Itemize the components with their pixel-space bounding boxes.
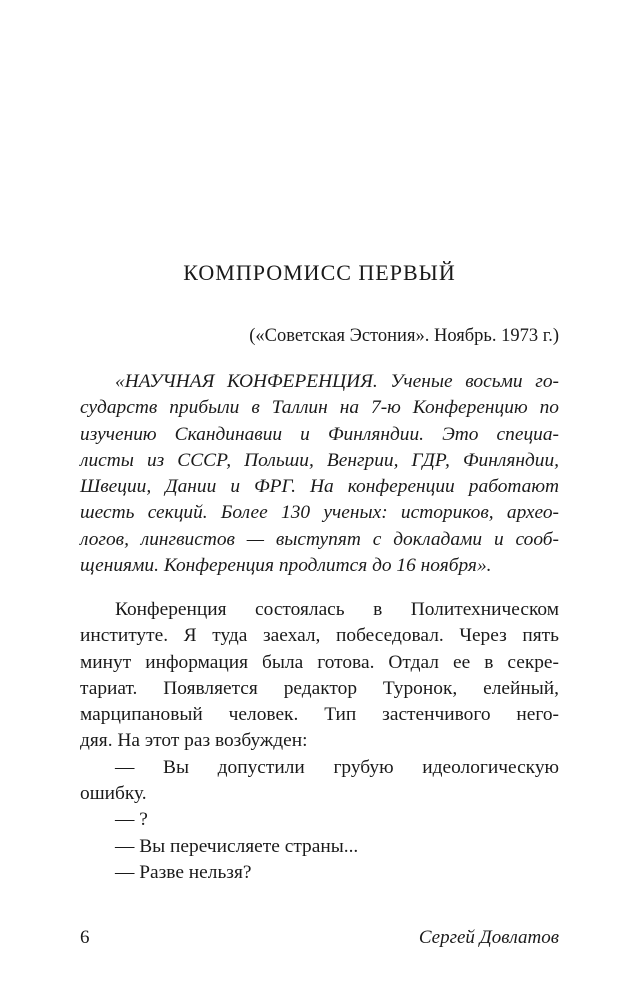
page-number: 6: [80, 927, 90, 948]
body-line: марципановый человек. Тип застенчивого него-: [80, 704, 559, 726]
running-author: Сергей Довлатов: [418, 927, 559, 948]
source-attribution: («Советская Эстония». Ноябрь. 1973 г.): [249, 326, 559, 346]
quote-line: изучению Скандинавии и Финляндии. Это специа-: [80, 423, 559, 445]
dialogue-line: ошибку.: [80, 783, 147, 805]
dialogue-line: — Разве нельзя?: [115, 861, 252, 883]
quote-line: Швеции, Дании и ФРГ. На конференции работают: [80, 476, 559, 498]
quote-line: листы из СССР, Польши, Венгрии, ГДР, Финляндии,: [80, 449, 559, 471]
body-line: тариат. Появляется редактор Туронок, елейный,: [80, 677, 559, 699]
dialogue-line: — Вы перечисляете страны...: [115, 835, 359, 857]
body-line: минут информация была готова. Отдал ее в секре-: [80, 651, 559, 673]
dialogue-line: — Вы допустили грубую идеологическую: [115, 756, 559, 778]
quote-line: логов, лингвистов — выступят с докладами и сооб-: [80, 528, 559, 550]
chapter-title: КОМПРОМИСС ПЕРВЫЙ: [183, 260, 456, 285]
dialogue-line: — ?: [115, 809, 148, 831]
body-text: [80, 597, 559, 886]
page-footer: [80, 925, 559, 951]
quote-line: щениями. Конференция продлится до 16 ноября».: [80, 555, 492, 577]
body-line: дяя. На этот раз возбужден:: [80, 730, 308, 752]
body-line: институте. Я туда заехал, побеседовал. Через пять: [80, 625, 559, 647]
quote-line: сударств прибыли в Таллин на 7-ю Конференцию по: [80, 397, 559, 419]
quote-line: «НАУЧНАЯ КОНФЕРЕНЦИЯ. Ученые восьми го-: [115, 371, 559, 392]
body-line: Конференция состоялась в Политехническом: [115, 599, 559, 620]
newspaper-quote: [80, 369, 559, 579]
quote-line: шесть секций. Более 130 ученых: историков, архео-: [80, 502, 559, 524]
